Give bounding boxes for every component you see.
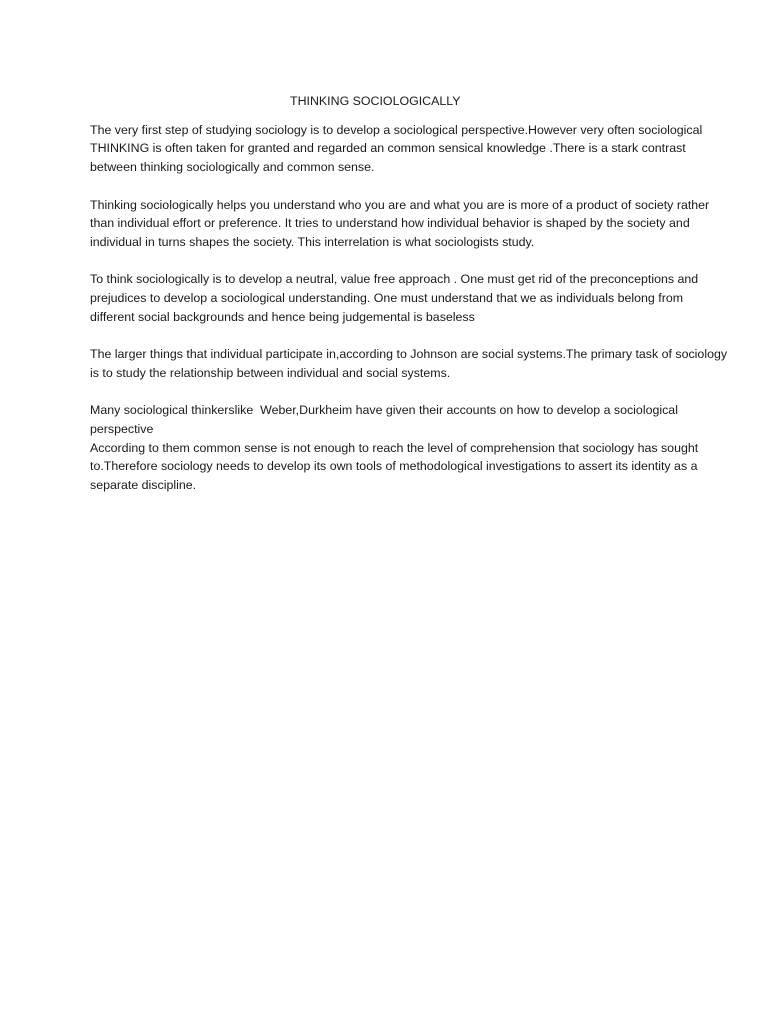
- paragraph-conclusion: According to them common sense is not enough to reach the level of comprehension that sociology has sought to.Therefore sociology needs to develop its own tools of methodological investigations to assert its identity as a separate discipline.: [90, 440, 702, 492]
- paragraph-neutral-approach: To think sociologically is to develop a neutral, value free approach . One must get rid of the preconceptions and prejudices to develop a sociological understanding. One must understand that we as individuals belong from different social backgrounds and hence being judgemental is baseless: [90, 272, 702, 324]
- paragraph-social-systems: The larger things that individual participate in,according to Johnson are social systems.The primary task of sociology is to study the relationship between individual and social systems.: [90, 347, 731, 380]
- document-title: THINKING SOCIOLOGICALLY: [290, 94, 461, 108]
- paragraph-thinking: Thinking sociologically helps you understand who you are and what you are is more of a product of society rather than individual effort or preference. It tries to understand how individual behavior is shaped by the society and individual in turns shapes the society. This interrelation is what sociologists study.: [90, 197, 713, 249]
- paragraph-thinkers: Many sociological thinkerslike Weber,Durkheim have given their accounts on how to develop a sociological perspective: [90, 403, 682, 436]
- paragraph-intro: The very first step of studying sociology is to develop a sociological perspective.However very often sociological THINKING is often taken for granted and regarded an common sensical knowledge .There is a stark contrast between thinking sociologically and common sense.: [90, 122, 706, 175]
